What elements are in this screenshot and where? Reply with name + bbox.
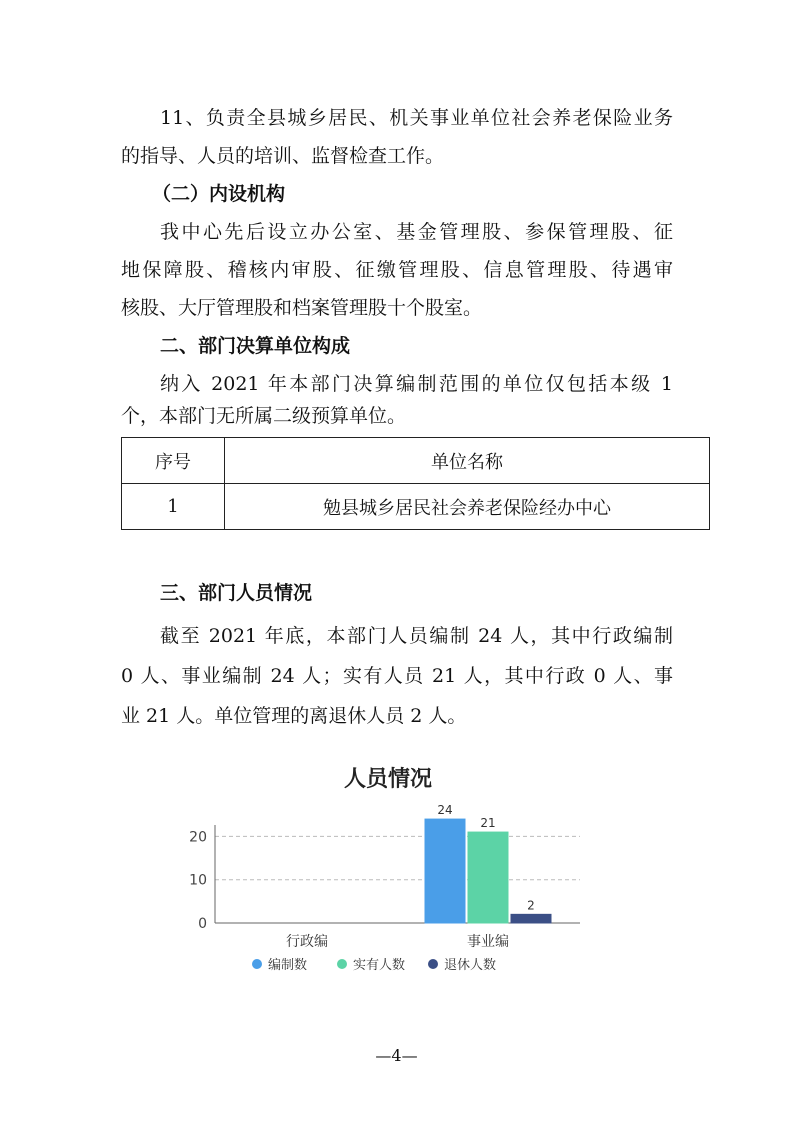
data-label-退休人数-事业编: 2 — [527, 898, 535, 913]
units-table — [121, 437, 710, 530]
section-3-line-1: 截至 2021 年底，本部门人员编制 24 人，其中行政编制 — [160, 625, 673, 647]
personnel-bar-chart — [170, 755, 600, 985]
section-3-line-2: 0 人、事业编制 24 人；实有人员 21 人，其中行政 0 人、事 — [121, 665, 673, 687]
header-unit-name: 单位名称 — [225, 438, 710, 484]
table-row — [122, 484, 710, 530]
bar-实有人数-事业编 — [468, 832, 508, 923]
bar-编制数-事业编 — [425, 819, 465, 923]
legend-marker-1 — [337, 959, 347, 969]
header-serial-number: 序号 — [122, 438, 225, 484]
data-label-编制数-事业编: 24 — [437, 803, 453, 818]
legend-label-0: 编制数 — [268, 958, 308, 973]
units-table-header-row — [122, 438, 710, 484]
section-3-line-3: 业 21 人。单位管理的离退休人员 2 人。 — [121, 705, 467, 727]
row-serial-number: 1 — [122, 484, 225, 530]
section-2-line-2: 个，本部门无所属二级预算单位。 — [121, 405, 407, 427]
organization-line-3: 核股、大厅管理股和档案管理股十个股室。 — [121, 297, 483, 319]
chart-title: 人员情况 — [343, 767, 433, 792]
legend-marker-0 — [252, 959, 262, 969]
x-tick-label-1: 事业编 — [467, 934, 509, 950]
page-number: —4— — [375, 1046, 418, 1065]
section-2-heading: 二、部门决算单位构成 — [160, 335, 351, 357]
data-label-实有人数-事业编: 21 — [480, 816, 496, 831]
legend-marker-2 — [428, 959, 438, 969]
section-2-line-1: 纳入 2021 年本部门决算编制范围的单位仅包括本级 1 — [160, 373, 673, 395]
bar-退休人数-事业编 — [511, 914, 551, 923]
organization-line-1: 我中心先后设立办公室、基金管理股、参保管理股、征 — [160, 221, 673, 243]
legend-label-2: 退休人数 — [444, 958, 497, 973]
row-unit-name: 勉县城乡居民社会养老保险经办中心 — [225, 484, 710, 530]
subheading-internal-organization: （二）内设机构 — [152, 183, 286, 205]
section-3-heading: 三、部门人员情况 — [160, 582, 313, 604]
y-tick-label-0: 0 — [198, 916, 207, 932]
y-tick-label-20: 20 — [189, 829, 207, 846]
y-tick-label-10: 10 — [189, 872, 207, 889]
organization-line-2: 地保障股、稽核内审股、征缴管理股、信息管理股、待遇审 — [121, 259, 673, 281]
paragraph-11-line-2: 的指导、人员的培训、监督检查工作。 — [121, 145, 445, 167]
x-tick-label-0: 行政编 — [286, 934, 328, 950]
legend-label-1: 实有人数 — [353, 958, 406, 973]
paragraph-11-line-1: 11、负责全县城乡居民、机关事业单位社会养老保险业务 — [160, 107, 673, 129]
